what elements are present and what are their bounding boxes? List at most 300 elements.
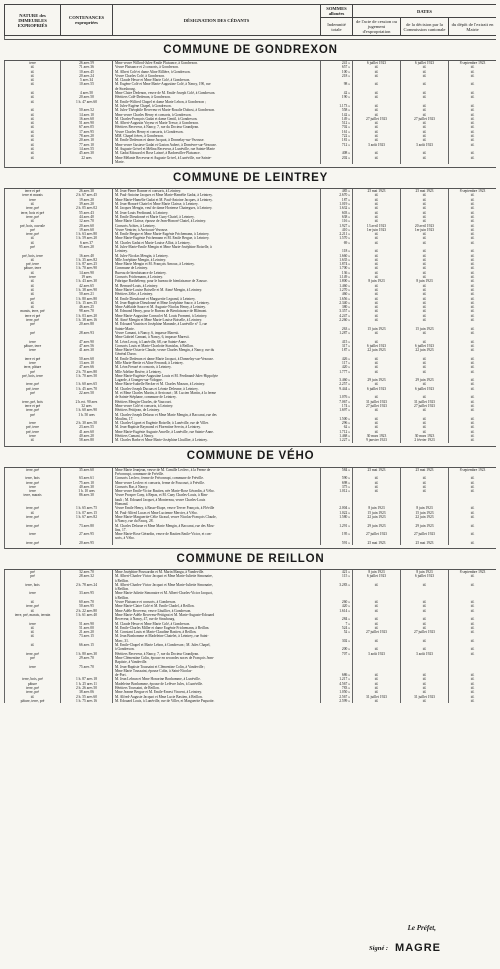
contenance-cell: 78 ares 20 [61,134,113,138]
acte-date-cell: id. [353,271,401,275]
indemnite-cell: 2.670 » [321,193,353,197]
indemnite-cell: 200 » [321,647,353,651]
contenance-cell: 46 ares 25 [61,305,113,309]
acte-date-cell: 1er juin 1923 [353,228,401,232]
cedant-cell: M. Jean-Baptiste Dieudonné et Mme Joséphine Sauce, à Leintrey. [113,301,321,305]
depot-date-cell: id. [449,481,497,485]
acte-date-cell: id. [353,70,401,74]
contenance-cell: 2 h. 70 ares 80 [61,370,113,374]
decision-date-cell: id. [401,301,449,305]
decision-date-cell: id. [401,305,449,309]
acte-date-cell: id. [353,288,401,292]
acte-date-cell: id. [353,125,401,129]
contenance-cell: 39 ares 20 [61,202,113,206]
depot-date-cell: id. [449,82,497,86]
indemnite-cell: 187 » [321,348,353,352]
indemnite-cell: 1.500 » [321,417,353,421]
contenance-cell: 1 h. 65 ares 75 [61,506,113,510]
nature-cell: terre, bois et pré [5,211,61,215]
depot-date-cell: id. [449,258,497,262]
acte-date-cell: id. [353,301,401,305]
nature-cell: terre, pâture [5,365,61,369]
contenance-cell: 1 h. 38 ares 90 [61,288,113,292]
cedant-cell: M. Gadat Édouard et Rose Laisné, à Badonviller-Plaisance. [113,151,321,155]
acte-date-cell: id. [353,677,401,681]
depot-date-cell: id. [449,198,497,202]
depot-date-cell: id. [449,532,497,536]
decision-date-cell: id. [401,95,449,99]
depot-date-cell: id. [449,309,497,313]
nature-cell: pré [5,370,61,374]
cedant-cell: Madeleine Bonhomme, épouse de Lefèvre Jules, à Lunéville. [113,682,321,686]
indemnite-cell: 136 » [321,271,353,275]
depot-date-cell: id. [449,489,497,493]
depot-date-cell: 8 septembre 1923 [449,569,497,574]
nature-cell: id. [5,271,61,275]
contenance-cell: 1 h. 60 ares 90 [61,408,113,412]
acte-date-cell: id. [353,121,401,125]
nature-cell: pré [5,569,61,574]
acte-date-cell: 13 avril 1923 [353,224,401,228]
contenance-cell: 38 ares 06 [61,690,113,694]
decision-date-cell: 30 mars 1923 [401,434,449,438]
acte-date-cell: id. [353,609,401,613]
indemnite-cell: 4.247 » [321,314,353,318]
cedant-cell: M. Emile Dieudonné et Marie Cuny-Chatel, à Leintrey. [113,215,321,219]
decision-date-cell: id. [401,262,449,266]
acte-date-cell: id. [353,604,401,608]
indemnite-cell: 415 » [321,340,353,344]
nature-cell: pré [5,245,61,249]
depot-date-cell: id. [449,541,497,545]
decision-date-cell: id. [401,617,449,621]
decision-date-cell: id. [401,266,449,270]
decision-date-cell: id. [401,258,449,262]
nature-cell: terre [5,591,61,595]
acte-date-cell: id. [353,91,401,95]
nature-cell: terre, pré [5,652,61,656]
indemnite-cell: 2.567 » [321,695,353,699]
cedant-cell: Héritiers Receveur, à Nancy, 7, rue du Docteur Grandjean. [113,125,321,129]
depot-date-cell: id. [449,438,497,442]
acte-date-cell: id. [353,292,401,296]
cedant-cell: M. Emile Dedenon et dame Jacquot, à Donnelay-sur-Vezouse. [113,138,321,142]
depot-date-cell: id. [449,677,497,681]
decision-date-cell: id. [401,236,449,240]
indemnite-cell: 707 » [321,652,353,656]
acte-date-cell: id. [353,305,401,309]
contenance-cell: 1 h. 07 ares 15 [61,511,113,515]
indemnite-cell: 174 » [321,404,353,408]
cedant-cell: Veuve Camani, à Nancy, 6, impasse Maresti. [113,331,321,335]
indemnite-cell: 181 » [321,138,353,142]
depot-date-cell: id. [449,314,497,318]
cedant-cell: Veuve Charles Colé, à Gondrexon. [113,74,321,78]
table-header [5,5,497,36]
cedant-cell: Mme veuve Willrod-Jules-Emile Plaisance, à Gondrexon. [113,61,321,66]
depot-date-cell: id. [449,511,497,515]
acte-date-cell: id. [353,254,401,258]
commune-heading-row [5,548,497,569]
indemnite-cell: 1.635 » [321,258,353,262]
decision-date-cell: 25 mai 1923 [401,189,449,194]
cedant-cell: Consorts Bar, à Nancy. [113,485,321,489]
decision-date-cell: id. [401,370,449,374]
cedant-cell: Consorts Achtes, à Leintrey. [113,224,321,228]
depot-date-cell: id. [449,65,497,69]
header-indemnite: Indemnité totale [321,18,353,36]
depot-date-cell: id. [449,686,497,690]
acte-date-cell: id. [353,408,401,412]
indemnite-cell: 1.697 » [321,408,353,412]
contenance-cell: 20 ares 10 [61,138,113,142]
indemnite-cell: 2.004 » [321,506,353,510]
indemnite-cell: 3.283 » [321,583,353,587]
acte-date-cell: 30 mars 1923 [353,434,401,438]
contenance-cell: 1 h. 61 ares 40 [61,613,113,617]
depot-date-cell: id. [449,125,497,129]
acte-date-cell: id. [353,485,401,489]
cedant-cell: lins, 17. [113,528,321,532]
cedant-cell: Mme Marie-Augustine Conrad et M. Louis Froment, à Leintrey. [113,314,321,318]
depot-date-cell: id. [449,138,497,142]
cedant-cell: à Nancy, rue du Faucq, 28. [113,519,321,523]
cedant-cell: Marc, 31. [113,639,321,643]
indemnite-cell: 1.291 » [321,524,353,528]
acte-date-cell: 27 juillet 1923 [353,117,401,121]
cedant-cell: MM. Chapel frères, à Gondrexon. [113,134,321,138]
indemnite-cell: 702 » [321,125,353,129]
depot-date-cell: id. [449,430,497,434]
depot-date-cell: id. [449,206,497,210]
cedant-cell: M. Jules-Eugène Chapel, à Gondrexon. [113,104,321,108]
decision-date-cell: id. [401,600,449,604]
acte-date-cell: id. [353,262,401,266]
cedant-cell: M. Aimé Mengin et Mme Marie-Louise Boiselle, à Leintrey. [113,318,321,322]
depot-date-cell: 8 septembre 1923 [449,467,497,472]
acte-date-cell: id. [353,297,401,301]
nature-cell: id. [5,130,61,134]
depot-date-cell: id. [449,630,497,634]
indemnite-cell: 218 » [321,74,353,78]
cedant-cell: Mme Jeanne Bergue et M. Émile-Ernest Vincent, à Leintrey. [113,690,321,694]
indemnite-cell: 657 » [321,65,353,69]
cedant-cell: Héritiers Toussaint, de Reillon. [113,686,321,690]
cedant-cell: M. Charles Delarue et Mme Marie Mengin, à Baccarat, rue des Mou- [113,524,321,528]
nature-cell: terre [5,532,61,536]
indemnite-cell: 241 » [321,61,353,66]
cedant-cell: à Gondrexon. [113,647,321,651]
acte-date-cell: 27 juillet 1923 [353,630,401,634]
decision-date-cell: id. [401,70,449,74]
indemnite-cell: 698 » [321,481,353,485]
cedant-cell: M. Jean-Baptiste Toussaint et Clémentine Colin, à Vandeville ; [113,665,321,669]
contenance-cell: 35 ares 60 [61,467,113,472]
depot-date-cell: id. [449,476,497,480]
decision-date-cell: id. [401,421,449,425]
nature-cell: id. [5,147,61,151]
nature-cell: id. [5,65,61,69]
contenance-cell: 40 ares 30 [61,485,113,489]
indemnite-cell: 524 » [321,626,353,630]
nature-cell: id. [5,95,61,99]
nature-cell: pâture [5,682,61,686]
cedant-cell: Mme Clémentine Colin, épouse en secondes noces de François Jean- [113,656,321,660]
cedant-cell: M. Jean-Pierre Ronner et consorts, à Leintrey. [113,189,321,194]
contenance-cell: 22 ares 50 [61,391,113,395]
decision-date-cell: id. [401,134,449,138]
contenance-cell: 77 ares 10 [61,143,113,147]
acte-date-cell: id. [353,130,401,134]
decision-date-cell: id. [401,677,449,681]
cedant-cell: à Reillon. [113,587,321,591]
contenance-cell: 60 ares 70 [61,600,113,604]
contenance-cell: 20 ares 95 [61,541,113,545]
decision-date-cell: id. [401,365,449,369]
indemnite-cell: 1.800 » [321,279,353,283]
nature-cell: pâture, terre [5,266,61,270]
depot-date-cell: id. [449,524,497,528]
depot-date-cell: id. [449,156,497,160]
decision-date-cell: id. [401,361,449,365]
acte-date-cell: id. [353,193,401,197]
indemnite-cell: 4.567 » [321,682,353,686]
header-contenances: CONTENANCES expropriées [61,5,113,36]
depot-date-cell: id. [449,361,497,365]
contenance-cell: 75 ares 70 [61,665,113,669]
contenance-cell: 1 h. 70 ares 90 [61,266,113,270]
acte-date-cell: id. [353,206,401,210]
depot-date-cell: id. [449,236,497,240]
decision-date-cell: id. [401,284,449,288]
contenance-cell: 50 ares 60 [61,357,113,361]
cedant-cell: M. Jules-Marie-Émile Mengin et Mme Marie-Joséphine Boiselle, à [113,245,321,249]
nature-cell: terre, pré [5,506,61,510]
contenance-cell: 5 ares 34 [61,78,113,82]
contenance-cell: 58 ares 80 [61,438,113,442]
decision-date-cell: id. [401,690,449,694]
decision-date-cell: 2 février 1923 [401,438,449,442]
commune-heading-row [5,40,497,61]
nature-cell: id. [5,292,61,296]
depot-date-cell: id. [449,574,497,578]
decision-date-cell: id. [401,275,449,279]
depot-date-cell: id. [449,515,497,519]
contenance-cell: 19 ares [61,275,113,279]
contenance-cell: 33 ares 95 [61,591,113,595]
indemnite-cell: 512 » [321,121,353,125]
cedant-cell: M. Charles-Joseph Ducuas et Léonie Delesme, à Leintrey. [113,387,321,391]
nature-cell: pré [5,297,61,301]
cedant-cell: Consorts Frichemann, à Leintrey. [113,275,321,279]
depot-date-cell: id. [449,151,497,155]
nature-cell: terre, pré [5,524,61,528]
nature-cell: id. [5,113,61,117]
decision-date-cell: id. [401,357,449,361]
cedant-cell: M. Émile-Chapel et Marie Lebon, à Gondrexon ; M. Jules Chapel, [113,643,321,647]
cedant-cell: Héritiers Mengin-Charles, de Vaucourt. [113,400,321,404]
depot-date-cell: id. [449,647,497,651]
contenance-cell: 44 ares 40 [61,215,113,219]
cedant-cell: Mme Marie-Hamélie Gadat et M. Paul-Antoine Jacques, à Leintrey. [113,198,321,202]
cedant-cell: Baptiste, à Vandeville. [113,660,321,664]
header-sommes: SOMMES allouées [321,5,353,18]
decision-date-cell: 25 mai 1923 [401,467,449,472]
nature-cell: id. [5,284,61,288]
cedant-cell: Mme Marie-Claire Colé et M. Émile Chadel, à Reillon. [113,604,321,608]
cedant-cell: Mme Joséphine Poussardin et M. Marin Mangu, à Vandeville. [113,569,321,574]
nature-cell: terre [5,665,61,669]
indemnite-cell: 591 » [321,541,353,545]
nature-cell: pré, bois, terre [5,374,61,378]
cedant-cell: M. Jean-Honoré Chatel et Mme Marie Claisse, à Leintrey. [113,202,321,206]
contenance-cell: 45 ares 30 [61,151,113,155]
contenance-cell: 2 h. 55 ares 60 [61,695,113,699]
nature-cell: id. [5,305,61,309]
nature-cell: id. [5,70,61,74]
decision-date-cell: 8 juin 1923 [401,279,449,283]
decision-date-cell: id. [401,673,449,677]
contenance-cell: 1 h. 87 ares 25 [61,262,113,266]
indemnite-cell: 1.012 » [321,489,353,493]
indemnite-cell: 69 » [321,241,353,245]
nature-cell: terre, bois [5,583,61,587]
cedant-cell: Mme Marie-Eugénie Frichemann et M. Émile Bergue, à Leintrey. [113,236,321,240]
nature-cell: id. [5,91,61,95]
nature-cell: id. [5,125,61,129]
depot-date-cell: id. [449,327,497,331]
depot-date-cell: id. [449,134,497,138]
acte-date-cell: id. [353,241,401,245]
acte-date-cell: id. [353,156,401,160]
indemnite-cell: 426 » [321,357,353,361]
depot-date-cell: id. [449,95,497,99]
signature-name: MAGRE [395,942,441,954]
depot-date-cell: id. [449,70,497,74]
indemnite-cell: 1.022 » [321,511,353,515]
depot-date-cell: id. [449,404,497,408]
nature-cell: id. [5,241,61,245]
depot-date-cell: id. [449,254,497,258]
commune-title: COMMUNE DE VÉHO [5,446,497,467]
depot-date-cell: id. [449,370,497,374]
nature-cell: terre, marais [5,493,61,497]
decision-date-cell: id. [401,91,449,95]
contenance-cell: 66 ares 15 [61,643,113,647]
depot-date-cell: id. [449,506,497,510]
nature-cell: id. [5,202,61,206]
indemnite-cell: 420 » [321,604,353,608]
depot-date-cell: id. [449,232,497,236]
depot-date-cell: id. [449,318,497,322]
indemnite-cell: 1.227 » [321,438,353,442]
indemnite-cell: 1.173 » [321,104,353,108]
acte-date-cell: 15 juin 1923 [353,511,401,515]
cedant-cell: M. Jules-Nicolas Mengin, à Leintrey. [113,254,321,258]
acte-date-cell: id. [353,370,401,374]
decision-date-cell: id. [401,108,449,112]
depot-date-cell: id. [449,249,497,253]
nature-cell: terre [5,485,61,489]
contenance-cell: 41 ares 30 [61,348,113,352]
depot-date-cell: id. [449,622,497,626]
indemnite-cell: 1.076 » [321,395,353,399]
nature-cell: id. [5,279,61,283]
depot-date-cell: id. [449,485,497,489]
depot-date-cell: id. [449,74,497,78]
indemnite-cell: 1.019 » [321,202,353,206]
nature-cell: terre, pré [5,541,61,545]
contenance-cell: 26 ares 30 [61,189,113,194]
decision-date-cell: id. [401,682,449,686]
indemnite-cell: 1.270 » [321,288,353,292]
nature-cell: id. [5,108,61,112]
cedant-cell: de Strasbourg. [113,87,321,91]
contenance-cell: 19 ares 60 [61,228,113,232]
contenance-cell: 75 ares 10 [61,481,113,485]
depot-date-cell: id. [449,408,497,412]
depot-date-cell: id. [449,301,497,305]
decision-date-cell: id. [401,151,449,155]
cedant-cell: bault ; M. Édouard Jacquet, à Montereau, veuve Charles-Louis [113,498,321,502]
indemnite-cell: 195 » [321,532,353,536]
header-depot: du dépôt de l'extrait en Mairie [449,18,497,36]
header-decision: de la décision par la Commission cantonale [401,18,449,36]
depot-date-cell: id. [449,357,497,361]
contenance-cell: 2 h. 22 ares 80 [61,609,113,613]
decision-date-cell: id. [401,219,449,223]
header-dates: DATES [353,5,497,18]
acte-date-cell: id. [353,113,401,117]
contenance-cell: 50 ares 95 [61,604,113,608]
depot-date-cell: id. [449,271,497,275]
contenance-cell: 28 ares 32 [61,574,113,578]
contenance-cell: 1 h. 50 ares [61,413,113,417]
cedant-cell: M. Paul-Antoine Jacques et Mme Marie-Hamélie Gadat, à Leintrey. [113,193,321,197]
nature-cell: terre et pré [5,357,61,361]
nature-cell: id. [5,630,61,634]
decision-date-cell: 22 juin 1923 [401,348,449,352]
indemnite-cell: 1.217 » [321,677,353,681]
decision-date-cell: id. [401,408,449,412]
acte-date-cell: 6 juillet 1923 [353,387,401,391]
decision-date-cell: id. [401,193,449,197]
depot-date-cell: id. [449,292,497,296]
contenance-cell: 17 ares 95 [61,130,113,134]
acte-date-cell: id. [353,699,401,703]
decision-date-cell: 31 juillet 1923 [401,695,449,699]
contenance-cell: 10 ares 55 [61,82,113,86]
contenance-cell: 1 h. 60 ares 65 [61,382,113,386]
depot-date-cell: id. [449,284,497,288]
cedant-cell: Général Duroc. [113,352,321,356]
nature-cell: terre, pré [5,215,61,219]
depot-date-cell: id. [449,215,497,219]
decision-date-cell: id. [401,292,449,296]
contenance-cell: 50 ares 21 [61,292,113,296]
nature-cell: id. [5,78,61,82]
contenance-cell: 55 ares 43 [61,211,113,215]
depot-date-cell: id. [449,130,497,134]
cedant-cell: M. Édouard Louis, à Lunéville, rue de Viller, et Marguerite Paquotte. [113,699,321,703]
acte-date-cell: id. [353,95,401,99]
indemnite-cell: 375 » [321,485,353,489]
indemnite-cell: 1.570 » [321,236,353,240]
nature-cell: id. [5,156,61,160]
cedant-cell: Mlle Joséphine Mengin, à Leintrey. [113,258,321,262]
contenance-cell: 71 ares 36 [61,65,113,69]
cedant-cell: Mme veuve Émile-Victor Bastien, née Marie-Rose Gérardin, à Vého. [113,489,321,493]
